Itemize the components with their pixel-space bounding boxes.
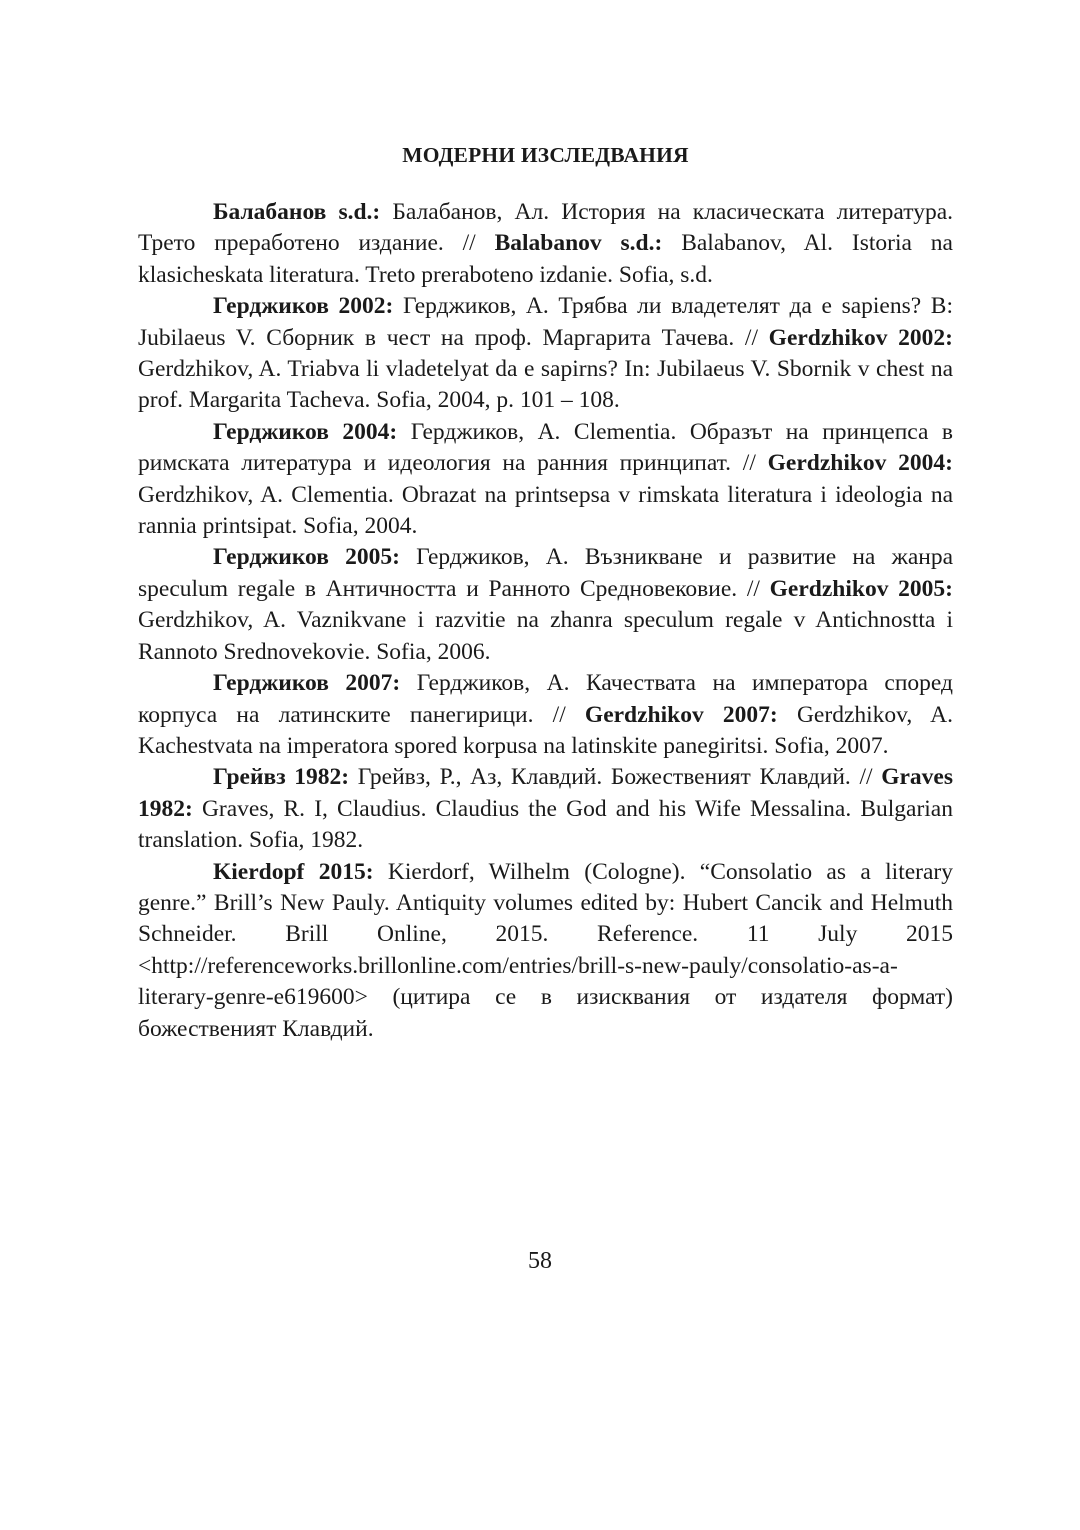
entry-key: Герджиков 2005: bbox=[213, 544, 400, 571]
entry-key: Герджиков 2002: bbox=[213, 293, 394, 320]
page-number: 58 bbox=[528, 1248, 552, 1274]
entry-text-transliterated: Gerdzhikov, A. Vaznikvane i razvitie na zhanra speculum regale v Antichnostta i Rannoto Srednovekovie. Sofia, 2006. bbox=[138, 607, 953, 665]
entry-key: Балабанов s.d.: bbox=[213, 199, 381, 225]
entry-text-transliterated: Balabanov, Al. Istoria na klasicheskata literatura. Treto preraboteno izdanie. Sofia, s.d. bbox=[138, 230, 953, 288]
entry-text: Kierdorf, Wilhelm (Cologne). “Consolatio as a literary genre.” Brill’s New Pauly. Antiquity volumes edited by: Hubert Cancik and Helmuth Schneider. Brill Online, 2015. Reference. 11 July 2015 <http://referenceworks.brillonline.com/entries/brill-s-new-pauly/consolatio-as-a-literary-genre-e619600> (цитира се в изисквания от издателя формат) божественият Клавдий. bbox=[138, 858, 953, 1042]
bibliography-entry bbox=[138, 762, 953, 856]
entry-key-transliterated: Balabanov s.d.: bbox=[494, 230, 663, 257]
entry-key: Грейвз 1982: bbox=[213, 764, 350, 791]
section-heading: МОДЕРНИ ИЗСЛЕДВАНИЯ bbox=[402, 143, 689, 167]
entry-text: Герджиков, А. Clementia. Образът на принцепса в римската литература и идеология на ранния принципат. // bbox=[138, 418, 954, 477]
bibliography-entry bbox=[138, 417, 953, 543]
entry-key-transliterated: Gerdzhikov 2005: bbox=[769, 575, 953, 602]
bibliography-list bbox=[138, 197, 953, 1045]
entry-text-transliterated: Graves, R. I, Claudius. Claudius the God and his Wife Messalina. Bulgarian translation. Sofia, 1982. bbox=[138, 795, 953, 854]
entry-text-transliterated: Gerdzhikov, A. Kachestvata na imperatora spored korpusa na latinskite panegiritsi. Sofia, 2007. bbox=[138, 701, 953, 759]
bibliography-entry bbox=[138, 197, 953, 291]
entry-key: Герджиков 2004: bbox=[213, 418, 398, 445]
bibliography-entry bbox=[138, 857, 953, 1045]
entry-key-transliterated: Gerdzhikov 2002: bbox=[768, 324, 953, 351]
entry-text: Грейвз, Р., Аз, Клавдий. Божественият Клавдий. // bbox=[349, 764, 882, 791]
entry-key-transliterated: Gerdzhikov 2004: bbox=[767, 450, 953, 477]
bibliography-entry bbox=[138, 291, 953, 417]
entry-text: Герджиков, А. Трябва ли владетелят да е sapiens? В: Jubilaeus V. Сборник в чест на проф. Маргарита Тачева. // bbox=[138, 293, 953, 351]
bibliography-entry bbox=[138, 668, 953, 762]
entry-text-transliterated: Gerdzhikov, A. Clementia. Obrazat na printsepsa v rimskata literatura i ideologia na rannia printsipat. Sofia, 2004. bbox=[138, 481, 953, 540]
entry-key-transliterated: Gerdzhikov 2007: bbox=[584, 701, 778, 728]
entry-text: Балабанов, Ал. История на класическата литература. Трето преработено издание. // bbox=[138, 199, 953, 257]
entry-key: Герджиков 2007: bbox=[213, 670, 401, 697]
entry-key-transliterated: Graves 1982: bbox=[138, 764, 953, 822]
entry-key: Kierdopf 2015: bbox=[213, 858, 374, 885]
entry-text: Герджиков, А. Качествата на императора според корпуса на латинските панегирици. // bbox=[138, 670, 954, 728]
bibliography-entry bbox=[138, 542, 953, 668]
entry-text: Герджиков, А. Възникване и развитие на жанра speculum regale в Античността и Ранното Средновековие. // bbox=[138, 544, 954, 602]
entry-text-transliterated: Gerdzhikov, A. Triabva li vladetelyat da e sapirns? In: Jubilaeus V. Sbornik v chest na prof. Margarita Tacheva. Sofia, 2004, p. 101 – 108. bbox=[138, 356, 953, 414]
